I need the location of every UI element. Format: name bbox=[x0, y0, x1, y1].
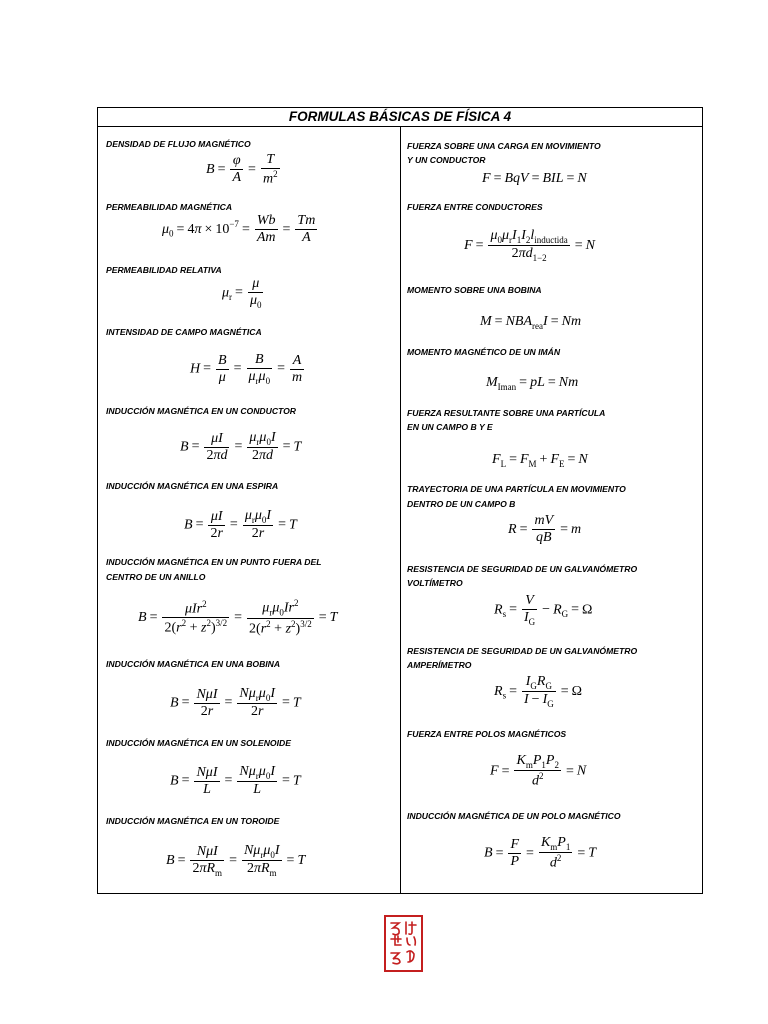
heading-ammeter-line2: AMPERÍMETRO bbox=[407, 660, 472, 670]
heading-trajectory-line2: DENTRO DE UN CAMPO B bbox=[407, 499, 516, 509]
heading-resultant-force: FUERZA RESULTANTE SOBRE UNA PARTÍCULA bbox=[407, 408, 606, 418]
heading-permeability: PERMEABILIDAD MAGNÉTICA bbox=[106, 202, 233, 212]
formula-moment-coil: $M = NBA_{rea}I = Nm$ bbox=[480, 314, 582, 331]
formula-ammeter: $R_s$ = $\frac{I_GR_G}{I - I_G}$ = Ω bbox=[494, 674, 583, 709]
heading-force-charge-line2: Y UN CONDUCTOR bbox=[407, 155, 486, 165]
heading-ring-line2: CENTRO DE UN ANILLO bbox=[106, 572, 206, 582]
heading-voltmeter: RESISTENCIA DE SEGURIDAD DE UN GALVANÓMETRO bbox=[407, 564, 638, 574]
formula-trajectory: R = $\frac{mV}{qB}$ = m bbox=[508, 513, 582, 546]
heading-conductor: INDUCCIÓN MAGNÉTICA EN UN CONDUCTOR bbox=[106, 406, 297, 416]
heading-moment-magnet: MOMENTO MAGNÉTICO DE UN IMÁN bbox=[407, 347, 561, 357]
formula-relative-permeability: $\mu_r$ = $\frac{\mu}{\mu_0}$ bbox=[222, 276, 262, 310]
formula-field-intensity: H = $\frac{B}{\mu}$ = $\frac{B}{\mu_r\mu_0}$ = $\frac{A}{m}$ bbox=[190, 352, 303, 386]
heading-force-conductors: FUERZA ENTRE CONDUCTORES bbox=[407, 202, 543, 212]
heading-ring: INDUCCIÓN MAGNÉTICA EN UN PUNTO FUERA DEL bbox=[106, 557, 322, 567]
formula-permeability: $\mu_0 = 4\pi \times 10^{-7}$ = $\frac{Wb}{Am}$ = $\frac{Tm}{A}$ bbox=[162, 213, 316, 246]
heading-resultant-force-line2: EN UN CAMPO B Y E bbox=[407, 422, 493, 432]
formula-resultant-force: $F_L = F_M + F_E = N$ bbox=[492, 452, 588, 469]
heading-force-charge: FUERZA SOBRE UNA CARGA EN MOVIMIENTO bbox=[407, 141, 601, 151]
heading-flux-density: DENSIDAD DE FLUJO MAGNÉTICO bbox=[106, 139, 251, 149]
formula-loop: B = $\frac{\mu I}{2r}$ = $\frac{\mu_r\mu_0I}{2r}$ = T bbox=[184, 508, 297, 542]
seal-glyphs bbox=[388, 919, 419, 968]
heading-poles-force: FUERZA ENTRE POLOS MAGNÉTICOS bbox=[407, 729, 567, 739]
heading-coil: INDUCCIÓN MAGNÉTICA EN UNA BOBINA bbox=[106, 659, 281, 669]
formula-force-conductors: F = $\frac{\mu_0\mu_rI_1I_2l_{inductida}}{2\pi d_{1-2}}$ = N bbox=[464, 228, 596, 263]
heading-voltmeter-line2: VOLTÍMETRO bbox=[407, 578, 463, 588]
heading-loop: INDUCCIÓN MAGNÉTICA EN UNA ESPIRA bbox=[106, 481, 279, 491]
seal-stamp bbox=[384, 915, 423, 972]
formula-force-charge: F = BqV = BIL = N bbox=[482, 171, 587, 186]
heading-relative-permeability: PERMEABILIDAD RELATIVA bbox=[106, 265, 222, 275]
column-divider bbox=[400, 126, 401, 893]
formula-pole-induction: B = $\frac{F}{P}$ = $\frac{K_mP_1}{d^2}$ = T bbox=[484, 835, 597, 871]
formula-toroid: B = $\frac{\text{NμI}}{2\pi R_m}$ = $\frac{N\mu_r\mu_0I}{2\pi R_m}$ = T bbox=[166, 843, 306, 878]
heading-ammeter: RESISTENCIA DE SEGURIDAD DE UN GALVANÓMETRO bbox=[407, 646, 638, 656]
heading-pole-induction: INDUCCIÓN MAGNÉTICA DE UN POLO MAGNÉTICO bbox=[407, 811, 621, 821]
formula-solenoid: B = $\frac{\text{NμI}}{L}$ = $\frac{N\mu_r\mu_0I}{L}$ = T bbox=[170, 764, 301, 798]
formula-moment-magnet: $M_{Iman}$ = pL = Nm bbox=[486, 375, 579, 392]
formula-sheet bbox=[97, 107, 703, 894]
formula-conductor: B = $\frac{\mu I}{2\pi d}$ = $\frac{\mu_r\mu_0I}{2\pi d}$ = T bbox=[180, 430, 302, 464]
formula-poles-force: F = $\frac{K_mP_1P_2}{d^2}$ = N bbox=[490, 753, 587, 789]
heading-field-intensity: INTENSIDAD DE CAMPO MAGNÉTICA bbox=[106, 327, 262, 337]
formula-coil: B = $\frac{\text{NμI}}{2r}$ = $\frac{N\mu_r\mu_0I}{2r}$ = T bbox=[170, 686, 301, 720]
heading-toroid: INDUCCIÓN MAGNÉTICA EN UN TOROIDE bbox=[106, 816, 280, 826]
heading-trajectory: TRAYECTORIA DE UNA PARTÍCULA EN MOVIMIENTO bbox=[407, 484, 626, 494]
formula-ring: B = $\frac{\mu Ir^2}{2(r^2 + z^2)^{3/2}}$ = $\frac{\mu_r\mu_0Ir^2}{2(r^2 + z^2)^{3/2}}$ = T bbox=[138, 598, 338, 637]
heading-solenoid: INDUCCIÓN MAGNÉTICA EN UN SOLENOIDE bbox=[106, 738, 291, 748]
sheet-title: FORMULAS BÁSICAS DE FÍSICA 4 bbox=[98, 108, 702, 127]
formula-voltmeter: $R_s$ = $\frac{V}{I_G}$ − $R_G = \Omega$ bbox=[494, 593, 593, 627]
heading-moment-coil: MOMENTO SOBRE UNA BOBINA bbox=[407, 285, 542, 295]
formula-flux-density: B = $\frac{\varphi}{A}$ = $\frac{T}{m^2}$ bbox=[206, 152, 278, 187]
